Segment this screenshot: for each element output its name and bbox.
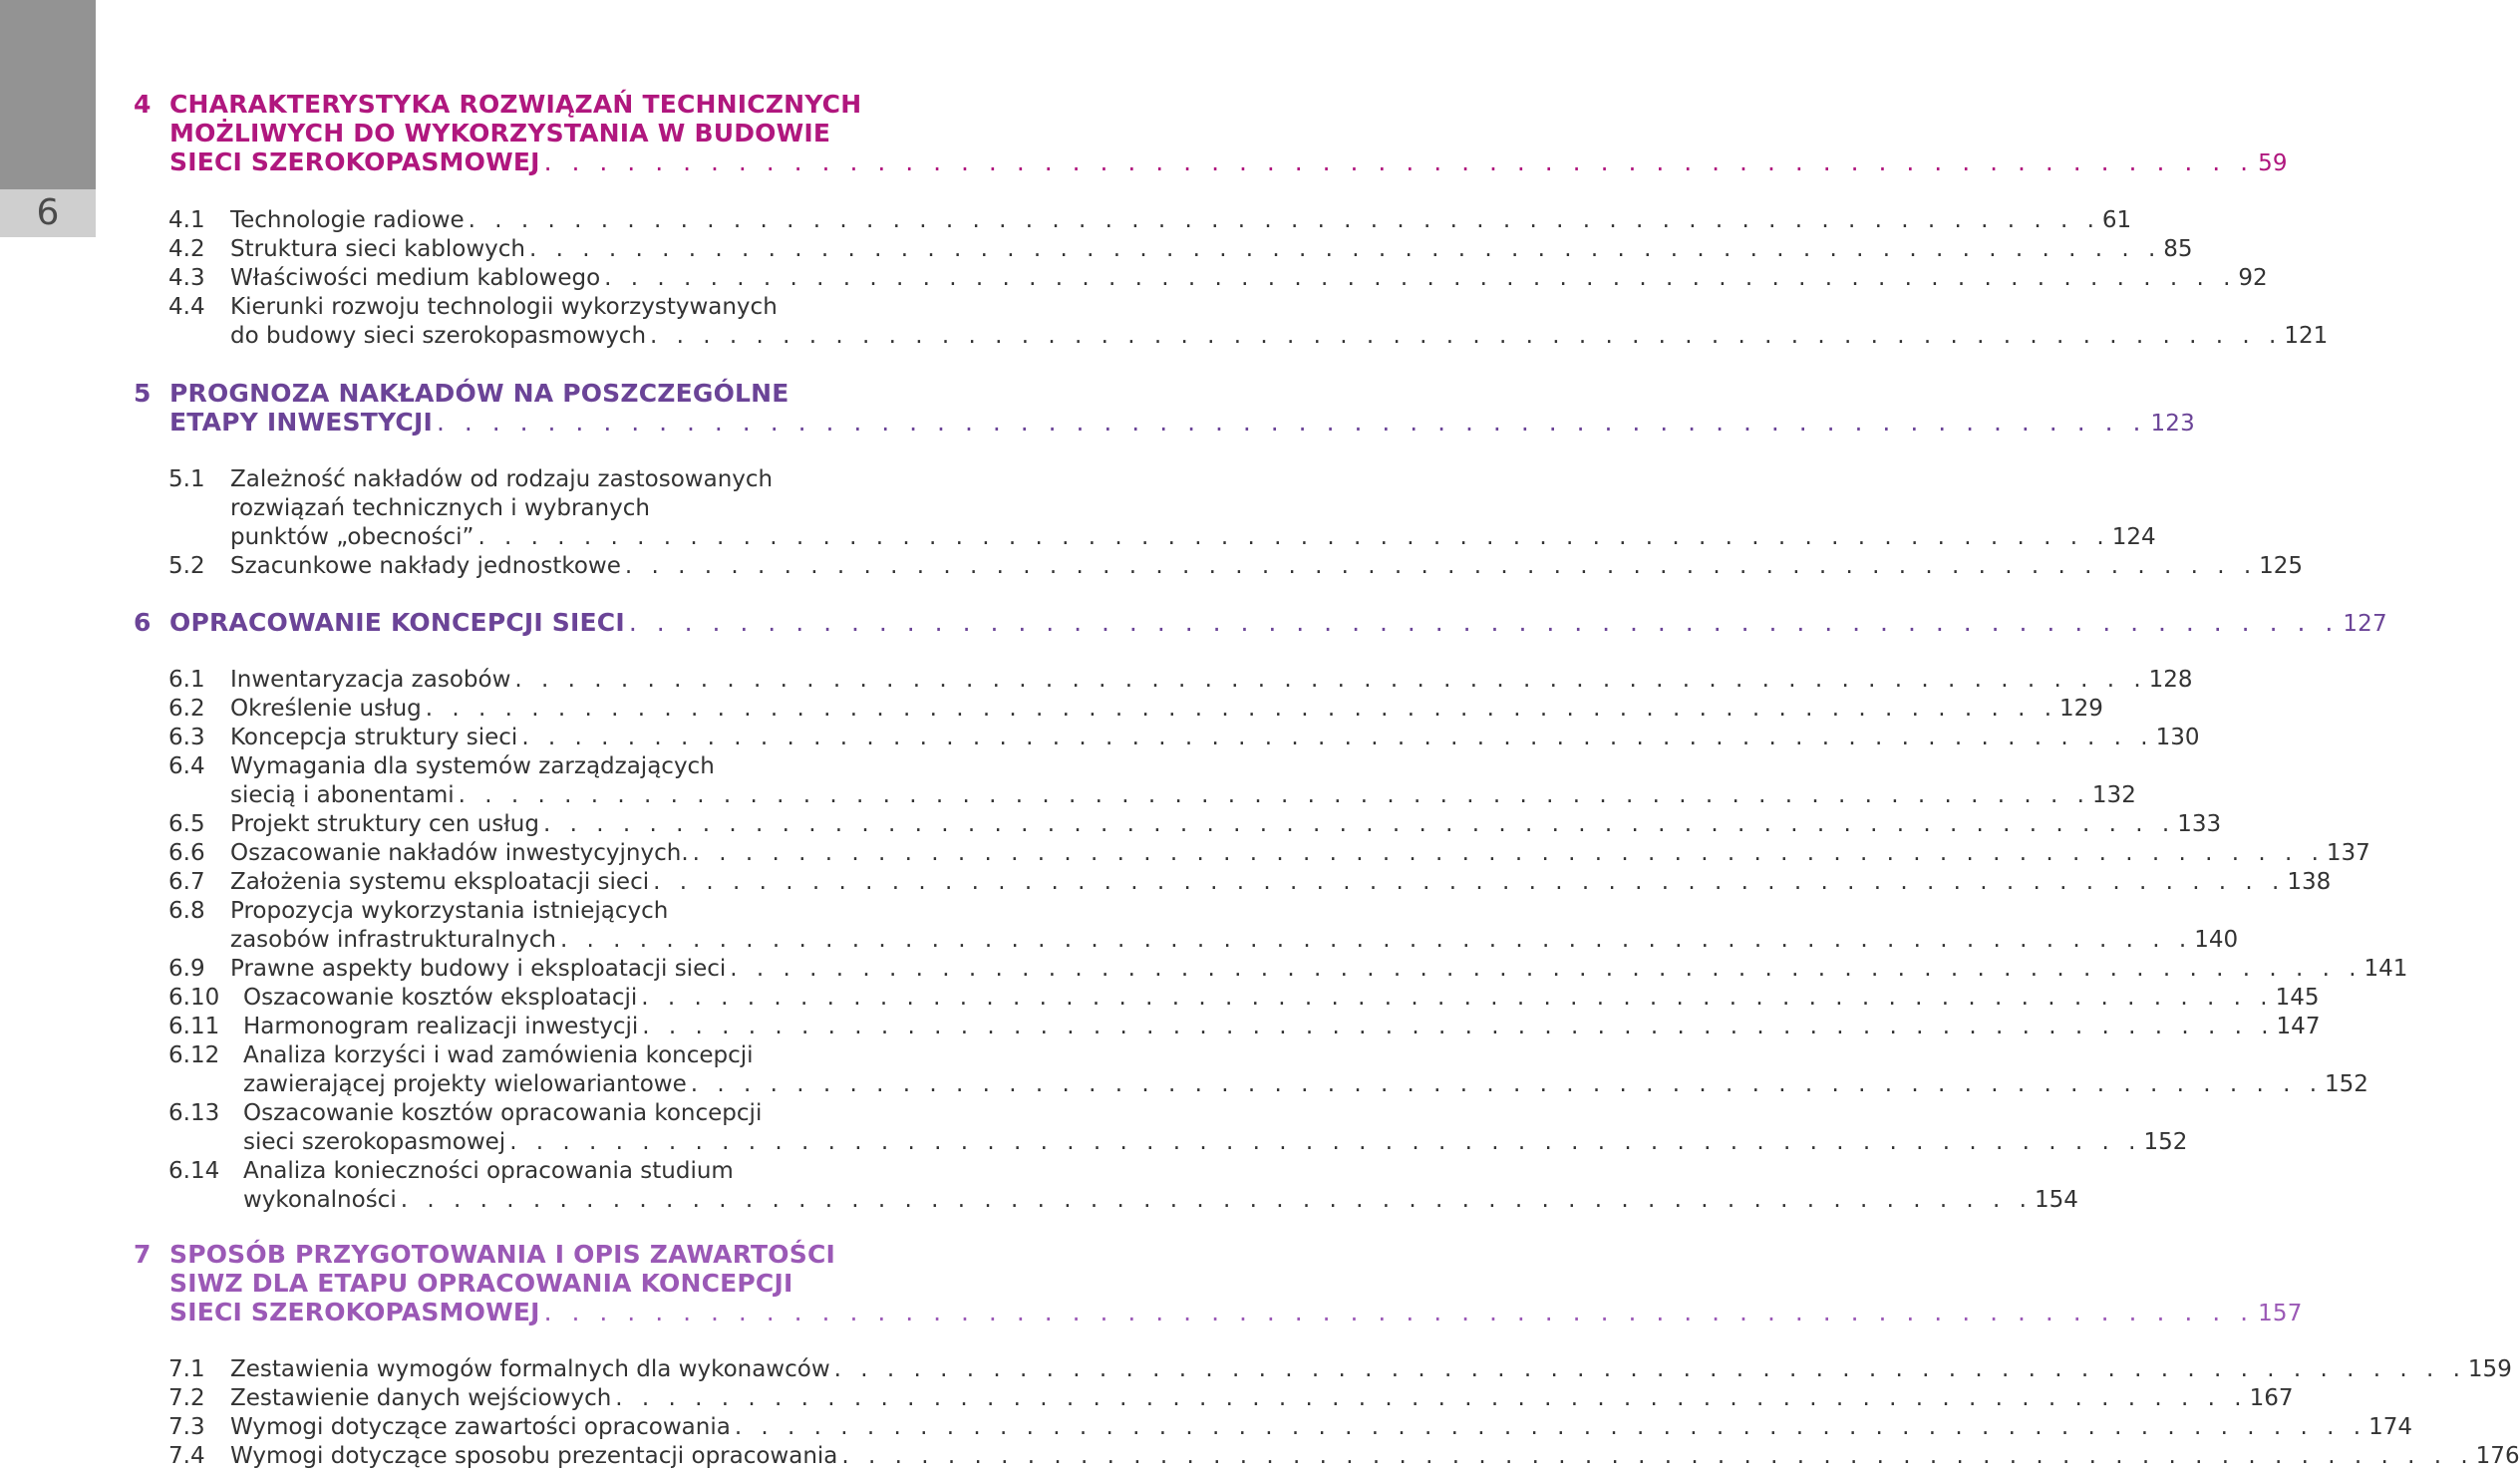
section-title-line — [230, 1442, 2520, 1471]
section-title-block — [230, 1355, 2512, 1384]
chapter-page-number: 123 — [2150, 411, 2195, 437]
dot-leader: . . . . . . . . . . . . . . . . . . . . . . . . . . . . . . . . . . . . . . . . . . . . . . . . . . . . . . . . . . . . . . — [615, 1385, 2248, 1411]
section-number: 7.3 — [168, 1414, 205, 1440]
section-number: 4.4 — [168, 294, 205, 320]
section-number: 6.10 — [168, 985, 220, 1011]
section-title-line — [230, 206, 2131, 235]
section-page-number: 154 — [2035, 1187, 2078, 1213]
section-title-line — [230, 666, 2193, 695]
page-number-tab — [0, 0, 96, 237]
chapter-page-number: 59 — [2258, 150, 2288, 176]
dot-leader: . . . . . . . . . . . . . . . . . . . . . . . . . . . . . . . . . . . . . . . . . . . . . . . . . . . . . . . . . . . . . . — [509, 1129, 2142, 1155]
dot-leader: . . . . . . . . . . . . . . . . . . . . . . . . . . . . . . . . . . . . . . . . . . . . . . . . . . . . . . . . . . . . . . — [641, 985, 2274, 1011]
section-title: Koncepcja struktury sieci — [230, 725, 518, 750]
section-title: punktów „obecności” — [230, 524, 474, 550]
toc-entry[interactable] — [168, 897, 2239, 955]
toc-entry[interactable] — [168, 1013, 2321, 1041]
section-title-block — [243, 1099, 2187, 1157]
section-title-block — [230, 552, 2303, 581]
dot-leader: . . . . . . . . . . . . . . . . . . . . . . . . . . . . . . . . . . . . . . . . . . . . . . . . . . . . . . . . . . . . . . — [692, 840, 2325, 866]
section-page-number: 137 — [2326, 840, 2370, 866]
section-title-line — [230, 955, 2407, 984]
section-title-line — [230, 1355, 2512, 1384]
section-number: 6.12 — [168, 1042, 220, 1068]
section-title-block — [230, 897, 2238, 955]
toc-entry[interactable] — [168, 1384, 2294, 1413]
dot-leader: . . . . . . . . . . . . . . . . . . . . . . . . . . . . . . . . . . . . . . . . . . . . . . . . . . . . . . . . . . . . . . — [604, 265, 2237, 291]
section-title-line — [230, 235, 2193, 264]
section-title: wykonalności — [243, 1187, 397, 1213]
toc-entry[interactable] — [168, 552, 2304, 581]
section-title-line — [230, 724, 2199, 752]
section-title-block — [230, 465, 2156, 552]
section-list — [168, 465, 2304, 581]
section-number: 4.3 — [168, 265, 205, 291]
dot-leader: . . . . . . . . . . . . . . . . . . . . . . . . . . . . . . . . . . . . . . . . . . . . . . . . . . . . . . . . . . . . . . — [543, 147, 2255, 176]
chapter-heading-line — [134, 408, 2195, 439]
section-title-line: Zależność nakładów od rodzaju zastosowanych — [230, 466, 774, 492]
toc-entry[interactable] — [168, 724, 2200, 752]
section-number: 6.7 — [168, 869, 205, 895]
section-title-line — [230, 322, 2328, 351]
toc-entry[interactable] — [168, 1099, 2188, 1157]
section-page-number: 167 — [2249, 1385, 2294, 1411]
page-number: 6 — [0, 189, 96, 237]
section-title-block — [230, 293, 2328, 351]
toc-entry[interactable] — [168, 752, 2136, 810]
dot-leader: . . . . . . . . . . . . . . . . . . . . . . . . . . . . . . . . . . . . . . . . . . . . . . . . . . . . . . . . . . . . . . — [841, 1443, 2474, 1469]
chapter-heading-line — [134, 608, 2387, 639]
section-title: zasobów infrastrukturalnych — [230, 927, 556, 953]
section-title: Założenia systemu eksploatacji sieci — [230, 869, 650, 895]
chapter-page-number: 157 — [2258, 1301, 2303, 1326]
section-list — [168, 1355, 2520, 1471]
chapter-title: OPRACOWANIE KONCEPCJI SIECI — [169, 608, 625, 637]
dot-leader: . . . . . . . . . . . . . . . . . . . . . . . . . . . . . . . . . . . . . . . . . . . . . . . . . . . . . . . . . . . . . . — [542, 811, 2176, 837]
dot-leader: . . . . . . . . . . . . . . . . . . . . . . . . . . . . . . . . . . . . . . . . . . . . . . . . . . . . . . . . . . . . . . — [436, 408, 2147, 437]
section-number: 6.6 — [168, 840, 205, 866]
section-title-line — [230, 868, 2331, 897]
section-title-line — [230, 810, 2221, 839]
section-title: Prawne aspekty budowy i eksploatacji sieci — [230, 956, 727, 982]
toc-entry[interactable] — [168, 293, 2329, 351]
chapter-heading-line — [134, 147, 2288, 178]
chapter-number: 7 — [134, 1240, 152, 1269]
section-number: 6.3 — [168, 725, 205, 750]
section-title: Oszacowanie kosztów eksploatacji — [243, 985, 638, 1011]
section-page-number: 132 — [2091, 782, 2136, 808]
section-page-number: 141 — [2363, 956, 2408, 982]
section-page-number: 128 — [2148, 667, 2193, 693]
dot-leader: . . . . . . . . . . . . . . . . . . . . . . . . . . . . . . . . . . . . . . . . . . . . . . . . . . . . . . . . . . . . . . — [650, 323, 2283, 349]
section-title: Struktura sieci kablowych — [230, 236, 526, 262]
section-page-number: 61 — [2101, 207, 2132, 233]
section-title-line — [230, 264, 2268, 293]
section-title-line — [243, 1186, 2078, 1215]
toc-entry[interactable] — [168, 1041, 2368, 1099]
section-page-number: 152 — [2325, 1071, 2368, 1097]
section-page-number: 125 — [2259, 553, 2304, 579]
dot-leader: . . . . . . . . . . . . . . . . . . . . . . . . . . . . . . . . . . . . . . . . . . . . . . . . . . . . . . . . . . . . . . — [734, 1414, 2367, 1440]
section-title-block — [230, 1413, 2412, 1442]
section-title-line: Analiza konieczności opracowania studium — [243, 1158, 734, 1184]
toc-entry[interactable] — [168, 695, 2103, 724]
chapter-heading-line — [134, 119, 957, 147]
section-title: Harmonogram realizacji inwestycji — [243, 1014, 639, 1039]
toc-entry[interactable] — [168, 206, 2132, 235]
section-title-line — [230, 552, 2303, 581]
section-page-number: 176 — [2475, 1443, 2520, 1469]
section-title-block — [230, 695, 2103, 724]
section-title-line: Kierunki rozwoju technologii wykorzystywanych — [230, 294, 778, 320]
toc-entry[interactable] — [168, 868, 2332, 897]
section-number: 6.5 — [168, 811, 205, 837]
section-title: siecią i abonentami — [230, 782, 455, 808]
section-number: 7.1 — [168, 1356, 205, 1382]
section-number: 6.11 — [168, 1014, 220, 1039]
toc-entry[interactable] — [168, 235, 2193, 264]
section-title-block — [230, 666, 2193, 695]
section-title-line: Analiza korzyści i wad zamówienia koncepcji — [243, 1042, 754, 1068]
section-title: Zestawienia wymogów formalnych dla wykonawców — [230, 1356, 830, 1382]
dot-leader: . . . . . . . . . . . . . . . . . . . . . . . . . . . . . . . . . . . . . . . . . . . . . . . . . . . . . . . . . . . . . . — [521, 725, 2154, 750]
section-title-line: Propozycja wykorzystania istniejących — [230, 898, 669, 924]
toc-entry[interactable] — [168, 839, 2370, 868]
section-number: 7.4 — [168, 1443, 205, 1469]
chapter-heading[interactable] — [134, 1240, 2303, 1328]
section-title-line: Oszacowanie kosztów opracowania koncepcji — [243, 1100, 763, 1126]
toc-entry[interactable] — [168, 1442, 2520, 1471]
section-title-line — [230, 926, 2238, 955]
section-title: Wymogi dotyczące sposobu prezentacji opracowania — [230, 1443, 838, 1469]
section-number: 5.2 — [168, 553, 205, 579]
dot-leader: . . . . . . . . . . . . . . . . . . . . . . . . . . . . . . . . . . . . . . . . . . . . . . . . . . . . . . . . . . . . . . — [468, 207, 2100, 233]
section-title-block — [230, 810, 2221, 839]
section-page-number: 121 — [2284, 323, 2329, 349]
section-title: Właściwości medium kablowego — [230, 265, 601, 291]
section-number: 6.14 — [168, 1158, 220, 1184]
chapter-heading-line — [134, 90, 957, 119]
section-page-number: 147 — [2276, 1014, 2321, 1039]
toc-entry[interactable] — [168, 666, 2193, 695]
chapter-heading-line — [134, 1298, 2303, 1328]
dot-leader: . . . . . . . . . . . . . . . . . . . . . . . . . . . . . . . . . . . . . . . . . . . . . . . . . . . . . . . . . . . . . . — [642, 1014, 2275, 1039]
dot-leader: . . . . . . . . . . . . . . . . . . . . . . . . . . . . . . . . . . . . . . . . . . . . . . . . . . . . . . . . . . . . . . — [400, 1187, 2033, 1213]
chapter-heading[interactable] — [134, 608, 2387, 639]
dot-leader: . . . . . . . . . . . . . . . . . . . . . . . . . . . . . . . . . . . . . . . . . . . . . . . . . . . . . . . . . . . . . . — [730, 956, 2362, 982]
section-title: sieci szerokopasmowej — [243, 1129, 506, 1155]
chapter-heading-line — [134, 1240, 957, 1269]
section-title-block — [230, 955, 2407, 984]
section-page-number: 140 — [2194, 927, 2239, 953]
section-page-number: 85 — [2163, 236, 2193, 262]
section-number: 6.1 — [168, 667, 205, 693]
section-title-line: Wymagania dla systemów zarządzających — [230, 753, 715, 779]
dot-leader: . . . . . . . . . . . . . . . . . . . . . . . . . . . . . . . . . . . . . . . . . . . . . . . . . . . . . . . . . . . . . . — [628, 608, 2340, 637]
chapter-title: PROGNOZA NAKŁADÓW NA POSZCZEGÓLNE — [169, 379, 789, 408]
toc-entry[interactable] — [168, 1413, 2412, 1442]
chapter-page-number: 127 — [2343, 611, 2387, 637]
section-title: Technologie radiowe — [230, 207, 465, 233]
dot-leader: . . . . . . . . . . . . . . . . . . . . . . . . . . . . . . . . . . . . . . . . . . . . . . . . . . . . . . . . . . . . . . — [425, 696, 2058, 722]
section-number: 6.4 — [168, 753, 205, 779]
section-title-line — [243, 1013, 2320, 1041]
section-page-number: 124 — [2111, 524, 2156, 550]
dot-leader: . . . . . . . . . . . . . . . . . . . . . . . . . . . . . . . . . . . . . . . . . . . . . . . . . . . . . . . . . . . . . . — [559, 927, 2193, 953]
section-number: 6.2 — [168, 696, 205, 722]
section-number: 6.13 — [168, 1100, 220, 1126]
section-title-line — [230, 1413, 2412, 1442]
chapter-title: SIWZ DLA ETAPU OPRACOWANIA KONCEPCJI — [169, 1269, 793, 1298]
section-title-block — [230, 264, 2268, 293]
section-title-block — [230, 1442, 2520, 1471]
chapter-heading[interactable] — [134, 379, 2195, 439]
section-title: Zestawienie danych wejściowych — [230, 1385, 612, 1411]
section-title-block — [243, 1157, 2078, 1215]
section-title-block — [230, 839, 2370, 868]
dot-leader: . . . . . . . . . . . . . . . . . . . . . . . . . . . . . . . . . . . . . . . . . . . . . . . . . . . . . . . . . . . . . . — [477, 524, 2110, 550]
chapter-heading[interactable] — [134, 90, 2288, 178]
section-title-block — [243, 1013, 2320, 1041]
toc-entry[interactable] — [168, 955, 2408, 984]
toc-entry[interactable] — [168, 1355, 2512, 1384]
section-title-line — [243, 1128, 2187, 1157]
dot-leader: . . . . . . . . . . . . . . . . . . . . . . . . . . . . . . . . . . . . . . . . . . . . . . . . . . . . . . . . . . . . . . — [514, 667, 2147, 693]
section-title: Inwentaryzacja zasobów — [230, 667, 511, 693]
section-page-number: 159 — [2467, 1356, 2512, 1382]
toc-entry[interactable] — [168, 465, 2156, 552]
section-page-number: 92 — [2238, 265, 2268, 291]
section-page-number: 133 — [2177, 811, 2222, 837]
section-title: Określenie usług — [230, 696, 422, 722]
dot-leader: . . . . . . . . . . . . . . . . . . . . . . . . . . . . . . . . . . . . . . . . . . . . . . . . . . . . . . . . . . . . . . — [690, 1071, 2324, 1097]
section-page-number: 145 — [2275, 985, 2320, 1011]
section-number: 6.8 — [168, 898, 205, 924]
section-title-line — [230, 781, 2136, 810]
chapter-number: 5 — [134, 379, 152, 408]
chapter-number: 6 — [134, 608, 152, 637]
section-title: Projekt struktury cen usług — [230, 811, 539, 837]
chapter-title: ETAPY INWESTYCJI — [169, 408, 433, 437]
chapter-title: SIECI SZEROKOPASMOWEJ — [169, 147, 540, 176]
dot-leader: . . . . . . . . . . . . . . . . . . . . . . . . . . . . . . . . . . . . . . . . . . . . . . . . . . . . . . . . . . . . . . — [458, 782, 2090, 808]
section-title: Oszacowanie nakładów inwestycyjnych. — [230, 840, 689, 866]
section-title-line — [230, 695, 2103, 724]
section-page-number: 174 — [2368, 1414, 2412, 1440]
chapter-title: CHARAKTERYSTYKA ROZWIĄZAŃ TECHNICZNYCH — [169, 90, 862, 119]
chapter-title: SPOSÓB PRZYGOTOWANIA I OPIS ZAWARTOŚCI — [169, 1240, 835, 1269]
chapter-title: SIECI SZEROKOPASMOWEJ — [169, 1298, 540, 1326]
section-page-number: 152 — [2143, 1129, 2188, 1155]
chapter-heading-line — [134, 1269, 957, 1298]
section-number: 5.1 — [168, 466, 205, 492]
section-title: zawierającej projekty wielowariantowe — [243, 1071, 687, 1097]
section-page-number: 129 — [2059, 696, 2103, 722]
toc-entry[interactable] — [168, 810, 2222, 839]
dot-leader: . . . . . . . . . . . . . . . . . . . . . . . . . . . . . . . . . . . . . . . . . . . . . . . . . . . . . . . . . . . . . . — [653, 869, 2286, 895]
section-title-block — [230, 868, 2331, 897]
section-title-block — [243, 984, 2319, 1013]
toc-entry[interactable] — [168, 984, 2320, 1013]
chapter-title: MOŻLIWYCH DO WYKORZYSTANIA W BUDOWIE — [169, 119, 831, 147]
section-title-line — [230, 523, 2156, 552]
dot-leader: . . . . . . . . . . . . . . . . . . . . . . . . . . . . . . . . . . . . . . . . . . . . . . . . . . . . . . . . . . . . . . — [624, 553, 2258, 579]
dot-leader: . . . . . . . . . . . . . . . . . . . . . . . . . . . . . . . . . . . . . . . . . . . . . . . . . . . . . . . . . . . . . . — [833, 1356, 2466, 1382]
section-title-block — [243, 1041, 2368, 1099]
section-title: do budowy sieci szerokopasmowych — [230, 323, 647, 349]
section-list — [168, 666, 2408, 1215]
section-title-block — [230, 235, 2193, 264]
section-title-line — [230, 839, 2370, 868]
section-list — [168, 206, 2329, 351]
section-title-line — [230, 1384, 2293, 1413]
section-title-line: rozwiązań technicznych i wybranych — [230, 495, 650, 521]
section-title: Wymogi dotyczące zawartości opracowania — [230, 1414, 731, 1440]
toc-entry[interactable] — [168, 264, 2268, 293]
section-title-block — [230, 752, 2136, 810]
dot-leader: . . . . . . . . . . . . . . . . . . . . . . . . . . . . . . . . . . . . . . . . . . . . . . . . . . . . . . . . . . . . . . — [529, 236, 2162, 262]
toc-entry[interactable] — [168, 1157, 2078, 1215]
section-title-block — [230, 206, 2131, 235]
section-title-block — [230, 724, 2199, 752]
section-number: 4.2 — [168, 236, 205, 262]
section-title: Szacunkowe nakłady jednostkowe — [230, 553, 621, 579]
section-page-number: 130 — [2155, 725, 2200, 750]
section-title-line — [243, 984, 2319, 1013]
section-title-line — [243, 1070, 2368, 1099]
section-title-block — [230, 1384, 2293, 1413]
dot-leader: . . . . . . . . . . . . . . . . . . . . . . . . . . . . . . . . . . . . . . . . . . . . . . . . . . . . . . . . . . . . . . — [543, 1298, 2255, 1326]
section-number: 4.1 — [168, 207, 205, 233]
section-number: 7.2 — [168, 1385, 205, 1411]
chapter-number: 4 — [134, 90, 152, 119]
section-number: 6.9 — [168, 956, 205, 982]
section-page-number: 138 — [2287, 869, 2332, 895]
chapter-heading-line — [134, 379, 957, 408]
